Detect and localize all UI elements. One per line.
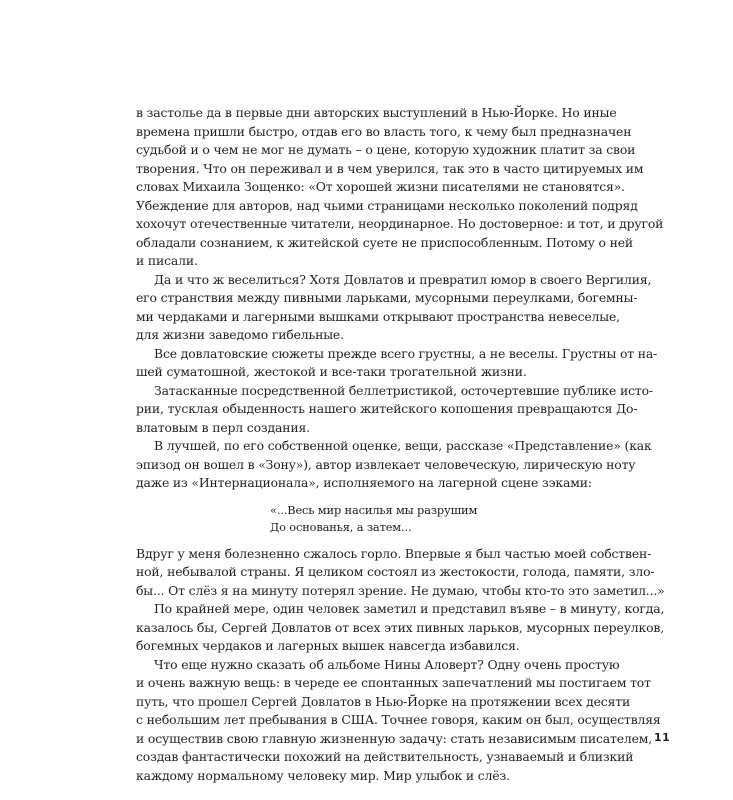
text-line: богемных чердаков и лагерных вышек навсегда избавился. [136,638,520,653]
text-line: для жизни заведомо гибельные. [136,327,344,342]
text-line: Вдруг у меня болезненно сжалось горло. Впервые я был частью моей собствен- [136,545,652,561]
text-line: В лучшей, по его собственной оценке, вещи, рассказе «Представление» (как [154,438,652,453]
text-line: словах Михаила Зощенко: «От хорошей жизни писателями не становятся». [136,179,625,194]
text-line: каждому нормальному человеку мир. Мир улыбок и слёз. [136,767,510,783]
text-line: ми чердаками и лагерными вышками открывают пространства невеселые, [136,308,620,324]
text-line: судьбой и о чем не мог не думать – о цене, которую художник платит за свои [136,142,636,157]
text-line: шей суматошной, жестокой и все-таки трогательной жизни. [136,364,527,379]
paragraph-2 [136,271,652,345]
text-line: и писали. [136,253,198,268]
text-line: ной, небывалой страны. Я целиком состоял из жестокости, голода, памяти, зло- [136,564,655,579]
text-line: и осуществив свою главную жизненную задачу: стать независимым писателем, [136,730,653,746]
paragraph-5 [136,437,652,493]
text-line: даже из «Интернационала», исполняемого на лагерной сцене зэками: [136,475,592,490]
text-line: творения. Что он переживал и в чем уверился, так это в часто цитируемых им [136,160,644,176]
paragraph-4 [136,382,653,438]
text-line: рии, тусклая обыденность нашего житейского копошения превращаются До- [136,401,638,416]
text-line: создав фантастически похожий на действительность, узнаваемый и близкий [136,749,634,764]
text-line: Все довлатовские сюжеты прежде всего грустны, а не веселы. Грустны от на- [154,345,658,361]
paragraph-1 [136,104,664,271]
paragraph-8 [136,656,661,786]
text-line: эпизод он вошел в «Зону»), автор извлекает человеческую, лирическую ноту [136,456,636,472]
text-line: Затасканные посредственной беллетристикой, осточертевшие публике исто- [154,382,653,398]
text-line: времена пришли быстро, отдав его во власть того, к чему был предназначен [136,123,632,139]
paragraph-3 [136,345,658,382]
text-line: его странствия между пивными ларьками, мусорными переулками, богемны- [136,290,638,305]
text-line: в застолье да в первые дни авторских выступлений в Нью-Йорке. Но иные [136,105,617,120]
text-line: Убеждение для авторов, над чьими страницами несколько поколений подряд [136,197,638,213]
text-line: и очень важную вещь: в череде ее спонтанных запечатлений мы постигаем тот [136,675,651,690]
text-line: путь, что прошел Сергей Довлатов в Нью-Йорке на протяжении всех десяти [136,693,631,709]
paragraph-7 [136,600,665,656]
text-line: Да и что ж веселиться? Хотя Довлатов и превратил юмор в своего Вергилия, [154,271,652,287]
text-line: бы... От слёз я на минуту потерял зрение. Не думаю, чтобы кто-то это заметил...» [136,582,665,598]
page-number: 11 [654,731,671,744]
text-line: казалось бы, Сергей Довлатов от всех этих пивных ларьков, мусорных переулков, [136,619,665,635]
text-line: По крайней мере, один человек заметил и представил въяве – в минуту, когда, [154,601,665,616]
text-line: с небольшим лет пребывания в США. Точнее говоря, каким он был, осуществляя [136,712,661,727]
text-line: Что еще нужно сказать об альбоме Нины Аловерт? Одну очень простую [154,656,620,672]
text-line: обладали сознанием, к житейской суете не приспособленным. Потому о ней [136,234,634,250]
verse-quote [270,502,596,537]
quote-line: «...Весь мир насилья мы разрушим [270,502,478,517]
text-line: хохочут отечественные читатели, неординарное. Но достоверное: и тот, и другой [136,216,664,231]
quote-line: До основанья, а затем... [270,520,412,534]
text-line: влатовым в перл создания. [136,419,310,435]
paragraph-6 [136,545,665,601]
